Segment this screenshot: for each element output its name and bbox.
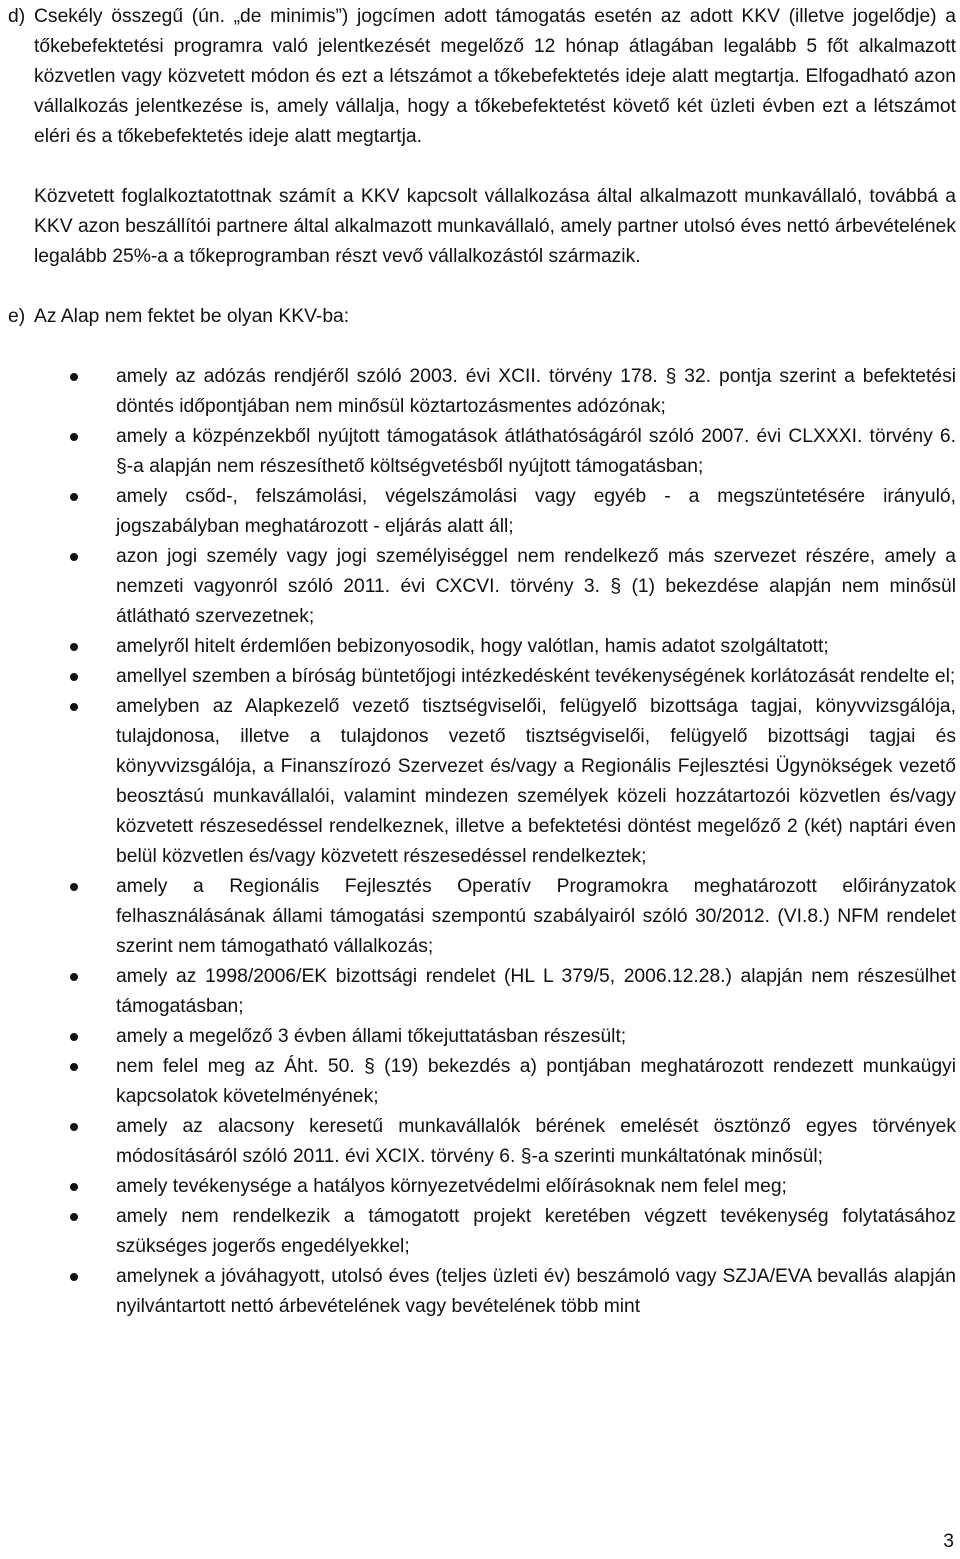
list-item-text: azon jogi személy vagy jogi személyiséggel nem rendelkező más szervezet részére, amely a nemzeti vagyonról szóló 2011. évi CXCVI. törvény 3. § (1) bekezdése alapján nem minősül átlátható szervezetnek; — [116, 546, 956, 627]
list-item-text: amely csőd-, felszámolási, végelszámolási vagy egyéb - a megszüntetésére irányuló, jogszabályban meghatározott - eljárás alatt áll; — [116, 486, 956, 537]
list-item-text: amely az adózás rendjéről szóló 2003. évi XCII. törvény 178. § 32. pontja szerint a befektetési döntés időpontjában nem minősül köztartozásmentes adózónak; — [116, 366, 956, 417]
list-item — [8, 482, 956, 542]
list-item-text: nem felel meg az Áht. 50. § (19) bekezdés a) pontjában meghatározott rendezett munkaügyi kapcsolatok követelményének; — [116, 1056, 956, 1107]
bullet-icon — [8, 422, 116, 452]
list-item — [8, 962, 956, 1022]
bullet-icon — [8, 542, 116, 572]
bullet-icon — [8, 362, 116, 392]
paragraph-indirect-employment — [8, 182, 956, 272]
bullet-icon — [8, 1202, 116, 1232]
bullet-icon — [8, 632, 116, 662]
paragraph-d — [8, 2, 956, 152]
list-item — [8, 542, 956, 632]
paragraph-indirect-employment-text: Közvetett foglalkoztatottnak számít a KKV kapcsolt vállalkozása által alkalmazott munkavállaló, továbbá a KKV azon beszállítói partnere által alkalmazott munkavállaló, amely partner utolsó éves nettó árbevételének legalább 25%-a a tőkeprogramban részt vevő vállalkozástól származik. — [34, 186, 956, 267]
list-item-text: amellyel szemben a bíróság büntetőjogi intézkedésként tevékenységének korlátozását rendelte el; — [116, 666, 956, 687]
bullet-icon — [8, 482, 116, 512]
list-item — [8, 1022, 956, 1052]
bullet-icon — [8, 662, 116, 692]
paragraph-e-label: e) — [8, 306, 26, 327]
paragraph-e-text: Az Alap nem fektet be olyan KKV-ba: — [34, 306, 350, 327]
list-item — [8, 872, 956, 962]
list-item-text: amelyről hitelt érdemlően bebizonyosodik, hogy valótlan, hamis adatot szolgáltatott; — [116, 636, 829, 657]
list-item-text: amely a megelőző 3 évben állami tőkejuttatásban részesült; — [116, 1026, 627, 1047]
list-item — [8, 662, 956, 692]
list-item-text: amely nem rendelkezik a támogatott projekt keretében végzett tevékenység folytatásához szükséges jogerős engedélyekkel; — [116, 1206, 956, 1257]
bullet-icon — [8, 872, 116, 902]
paragraph-d-text: Csekély összegű (ún. „de minimis”) jogcímen adott támogatás esetén az adott KKV (illetve jogelődje) a tőkebefektetési programra való jelentkezését megelőző 12 hónap átlagában legalább 5 főt alkalmazott közvetlen vagy közvetett módon és ezt a létszámot a tőkebefektetés ideje alatt megtartja. Elfogadható azon vállalkozás jelentkezése is, amely vállalja, hogy a tőkebefektetést követő két üzleti évben ezt a létszámot eléri és a tőkebefektetés ideje alatt megtartja. — [34, 6, 956, 147]
list-item — [8, 1112, 956, 1172]
bullet-icon — [8, 1052, 116, 1082]
exclusion-list — [8, 362, 956, 1322]
list-item — [8, 1172, 956, 1202]
list-item — [8, 632, 956, 662]
page-number: 3 — [943, 1531, 954, 1552]
list-item — [8, 692, 956, 872]
list-item — [8, 1052, 956, 1112]
bullet-icon — [8, 1172, 116, 1202]
list-item-text: amely a közpénzekből nyújtott támogatások átláthatóságáról szóló 2007. évi CLXXXI. törvény 6. §-a alapján nem részesíthető költségvetésből nyújtott támogatásban; — [116, 426, 956, 477]
list-item — [8, 1202, 956, 1262]
list-item-text: amelynek a jóváhagyott, utolsó éves (teljes üzleti év) beszámoló vagy SZJA/EVA bevallás alapján nyilvántartott nettó árbevételének vagy bevételének több mint — [116, 1266, 956, 1317]
bullet-icon — [8, 962, 116, 992]
bullet-icon — [8, 1262, 116, 1292]
list-item-text: amely tevékenysége a hatályos környezetvédelmi előírásoknak nem felel meg; — [116, 1176, 787, 1197]
list-item — [8, 422, 956, 482]
bullet-icon — [8, 692, 116, 722]
paragraph-d-label: d) — [8, 6, 26, 27]
list-item-text: amely az 1998/2006/EK bizottsági rendelet (HL L 379/5, 2006.12.28.) alapján nem részesülhet támogatásban; — [116, 966, 956, 1017]
bullet-icon — [8, 1112, 116, 1142]
document-body — [8, 0, 956, 1322]
paragraph-e — [8, 302, 956, 332]
list-item-text: amely az alacsony keresetű munkavállalók bérének emelését ösztönző egyes törvények módosításáról szóló 2011. évi XCIX. törvény 6. §-a szerinti munkáltatónak minősül; — [116, 1116, 956, 1167]
list-item-text: amelyben az Alapkezelő vezető tisztségviselői, felügyelő bizottsága tagjai, könyvvizsgálója, tulajdonosa, illetve a tulajdonos vezető tisztségviselői, felügyelő bizottsági tagjai és könyvvizsgálója, a Finanszírozó Szervezet és/vagy a Regionális Fejlesztési Ügynökségek vezető beosztású munkavállalói, valamint mindezen személyek közeli hozzátartozói közvetlen és/vagy közvetett részesedéssel rendelkeznek, illetve a befektetési döntést megelőző 2 (két) naptári éven belül közvetlen és/vagy közvetett részesedéssel rendelkeztek; — [116, 696, 956, 867]
list-item-text: amely a Regionális Fejlesztés Operatív Programokra meghatározott előirányzatok felhasználásának állami támogatási szempontú szabályairól szóló 30/2012. (VI.8.) NFM rendelet szerint nem támogatható vállalkozás; — [116, 876, 956, 957]
bullet-icon — [8, 1022, 116, 1052]
list-item — [8, 362, 956, 422]
list-item — [8, 1262, 956, 1322]
